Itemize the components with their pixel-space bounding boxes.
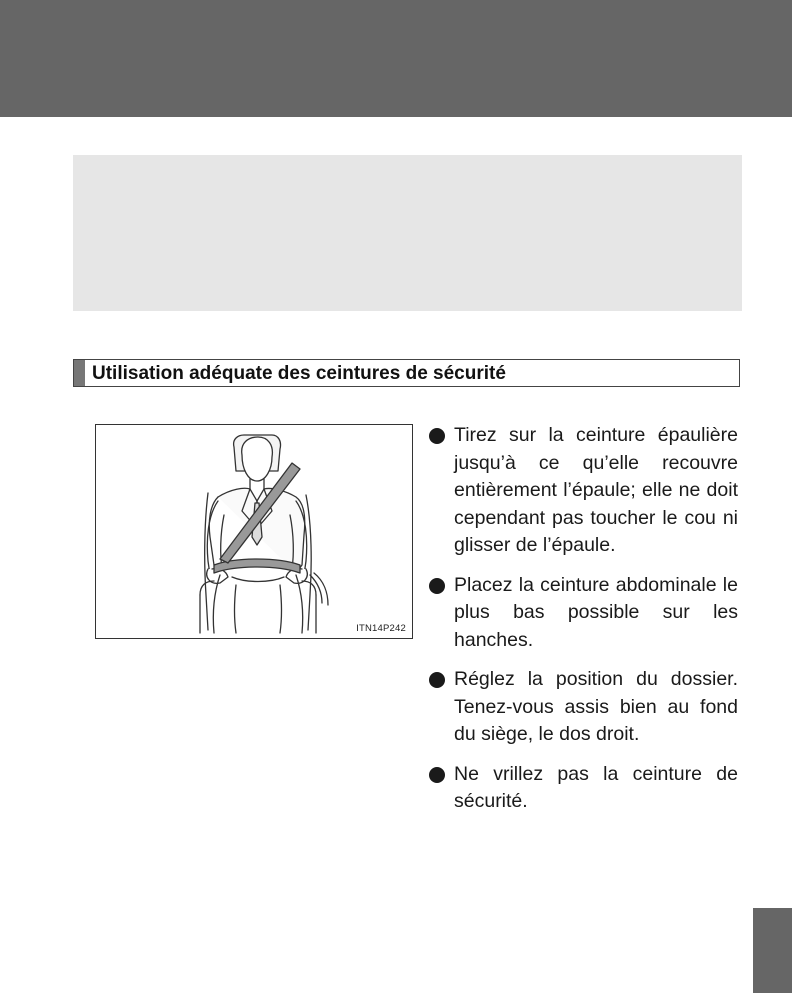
list-item-text: Placez la ceinture abdominale le plus bas possible sur les hanches. <box>454 573 738 651</box>
header-band <box>0 0 792 117</box>
seatbelt-illustration <box>95 424 413 639</box>
figure-code: ITN14P242 <box>356 623 406 634</box>
list-item-text: Ne vrillez pas la ceinture de sécurité. <box>454 762 738 812</box>
section-title: Utilisation adéquate des ceintures de sécurité <box>92 363 506 384</box>
list-item <box>428 761 738 816</box>
list-item-text: Réglez la position du dossier. Tenez-vous assis bien au fond du siège, le dos droit. <box>454 668 738 745</box>
list-item-text: Tirez sur la ceinture épaulière jusqu’à ce qu’elle recouvre entièrement l’épaule; elle ne doit cependant pas toucher le cou ni glisser de l’épaule. <box>454 424 738 556</box>
bullet-icon <box>429 428 445 444</box>
list-item <box>428 572 738 655</box>
seated-person-icon <box>96 425 412 638</box>
section-heading <box>73 359 740 387</box>
note-box <box>73 155 742 311</box>
bullet-icon <box>429 767 445 783</box>
list-item <box>428 422 738 560</box>
heading-accent-bar <box>74 360 85 386</box>
bullet-icon <box>429 672 445 688</box>
chapter-tab <box>753 908 792 993</box>
bullet-icon <box>429 578 445 594</box>
instruction-list <box>428 422 738 828</box>
list-item <box>428 666 738 749</box>
